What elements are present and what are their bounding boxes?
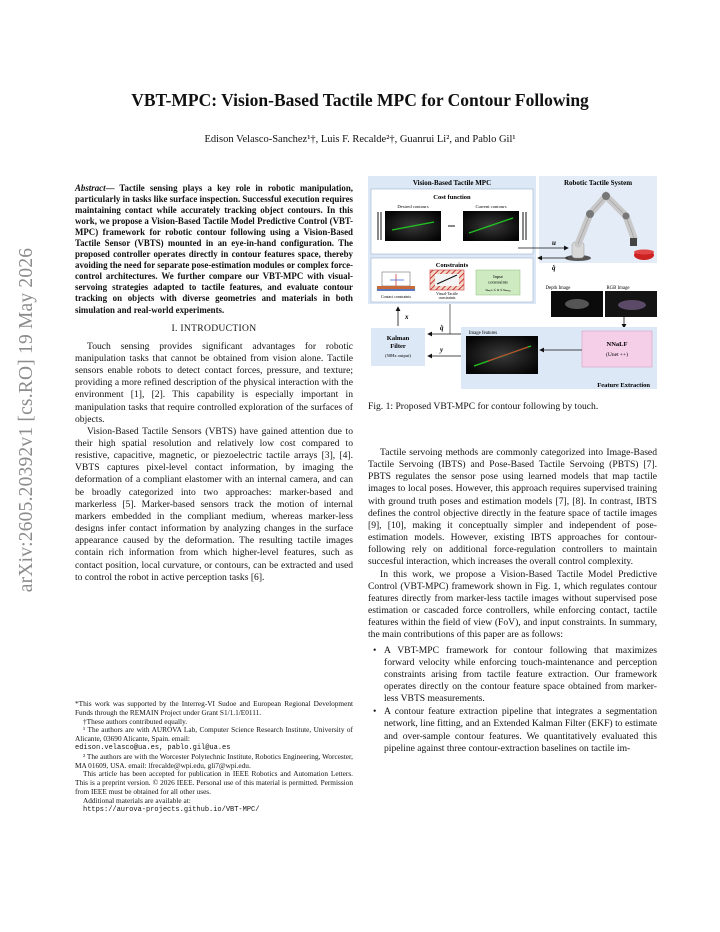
figure-1-caption: Fig. 1: Proposed VBT-MPC for contour following by touch. (368, 401, 599, 412)
visual-tactile-label-1: Visual-Tactile (436, 292, 458, 296)
section-heading-introduction: I. INTRODUCTION (171, 322, 257, 334)
footnote-affiliation-2: ² The authors are with the Worcester Polytechnic Institute, Robotics Engineering, Worcester, MA 01609, USA. email: lfrecalde@wpi.edu, gli7@wpi.edu. (75, 751, 353, 770)
footnotes (75, 700, 353, 814)
desired-contour-image (378, 211, 441, 241)
current-contours-label: Current contours (475, 204, 507, 209)
depth-image-label: Depth Image (545, 286, 571, 291)
kalman-label-3: (50Hz output) (385, 353, 411, 358)
arxiv-stamp-text: arXiv:2605.20392v1 [cs.RO] 19 May 2026 (16, 247, 37, 593)
paper-title: VBT-MPC: Vision-Based Tactile MPC for Contour Following (131, 90, 589, 110)
desired-contours-label: Desired contours (397, 204, 429, 209)
left-column (75, 183, 353, 584)
footnote-equal: †These authors contributed equally. (83, 716, 188, 726)
arxiv-stamp (14, 0, 40, 932)
y-label: y (440, 346, 444, 354)
kalman-label-1: Kalman (386, 335, 410, 342)
contact-constraints-label: Contact constraints (381, 295, 411, 299)
input-constraints-label-2: constraints (488, 279, 508, 285)
contribution-item: • A contour feature extraction pipeline that integrates a segmentation network, line fitting, and an Extended Kalman Filter (EKF) to estimate and over-sample contour features. We quantitatively evaluated this pipeline against three contour-extraction baselines on tactile im- (368, 706, 657, 755)
nnalf-box (582, 331, 652, 367)
feature-extraction-label: Feature Extraction (597, 382, 650, 389)
robot-panel-title: Robotic Tactile System (563, 179, 633, 187)
current-contour-image (463, 211, 526, 241)
image-features-image (466, 336, 538, 374)
right-paragraph-1: Tactile servoing methods are commonly categorized into Image-Based Tactile Servoing (IBTS) and Pose-Based Tactile Servoing (PBTS) [7]. PBTS regulates the sensor pose using learned models that map tactile images to local poses. However, this approach requires supervised training with ground truth poses and estimation models [7], [8]. In contrast, IBTS defines the control objective directly in the feature space of tactile images [9], [10], making it conceptually simpler and independent of pose-estimation models. However, existing IBTS approaches for contour-following rely on additional force-regulation controllers to maintain succesful interaction, which increases the overall control complexity. (368, 447, 657, 568)
input-constraints-label-1: Input (493, 274, 503, 279)
depth-blob (565, 299, 589, 309)
footnote-materials: Additional materials are available at: (83, 795, 191, 805)
qdot-label-bottom: q̇ (440, 324, 444, 332)
rgb-image-label: RGB Image (606, 286, 630, 291)
nnalf-sublabel: (Unet ++) (606, 352, 628, 358)
footnote-emails-1: edison.velasco@ua.es, pablo.gil@ua.es (75, 743, 231, 752)
x-label: x (405, 313, 409, 321)
intro-paragraph-1: Touch sensing provides significant advantages for robotic manipulation tasks that cannot be obtained from vision alone. Tactile sensors enable robots to detect contact forces, pressure, and texture; providing a more refined description of the physical interaction with the environment [1], [2]. This capability is especially important in manipulation tasks that require controlled exploration of the surfaces of objects. (75, 340, 353, 425)
footnote-copyright: This article has been accepted for publication in IEEE Robotics and Automation Letters. This is a preprint version. © 2026 IEEE. Personal use of this material is permitted. Permission from IEEE must be obtained for all other uses. (75, 769, 353, 796)
footnote-funding: *This work was supported by the Interreg-VI Sudoe and European Regional Development Funds through the REMAIN Project under Grant S1/1.1/E0111. (75, 699, 353, 717)
intro-paragraph-2: Vision-Based Tactile Sensors (VBTS) have gained attention due to their high spatial resolution and relatively low cost compared to resistive, capacitive, magnetic, or piezoelectric tactile arrays [3], [4]. VBTS captures pixel-level contact information, by imaging the deformation of a compliant elastomer with an internal camera, and can be broadly categorized into two approaches: marker-based and markerless [5]. Marker-based sensors track the motion of internal markers embedded in the compliant medium, whereas marker-less designs infer contact information by analyzing changes in the surface appearance caused by the deformation. The resulting tactile images contain rich information from which higher-level features, such as contact position, local curvature, or contours, can be extracted and used to control the robot in active perception tasks [6]. (75, 425, 353, 583)
u-label: u (552, 239, 556, 247)
contribution-item: • A VBT-MPC framework for contour following that maximizes forward velocity while enforcing touch-maintenance and perception constraints arising from tactile feature extraction. Our framework operates directly on the contour feature space obtained from marker-less VBTS measurements. (368, 645, 657, 706)
paper-authors: Edison Velasco-Sanchez¹†, Luis F. Recalde²†, Guanrui Li², and Pablo Gil¹ (204, 134, 516, 145)
input-constraint-formula: uₘᵢₙ ≤ u ≤ uₘₐₓ (485, 287, 511, 292)
project-link[interactable]: https://aurova-projects.github.io/VBT-MPC/ (83, 805, 260, 814)
figure-1-diagram (368, 176, 657, 391)
abstract-label: Abstract (75, 183, 106, 193)
right-paragraph-2: In this work, we propose a Vision-Based Tactile Model Predictive Control (VBT-MPC) framework shown in Fig. 1, which regulates contour features directly from marker-less tactile images without supervised pose estimation or cascaded force controllers, while enforcing contact, tactile features within the field of view (FoV), and input constraints. In summary, the main contributions of this paper are as follows: (368, 568, 657, 641)
abstract (75, 183, 353, 316)
qdot-label-top: q̇ (552, 264, 556, 272)
rgb-blob (618, 300, 646, 310)
right-column (368, 447, 657, 756)
cost-function-label: Cost function (433, 194, 471, 201)
image-features-label: Image features (468, 331, 498, 336)
footnote-affiliation-1: ¹ The authors are with AUROVA Lab, Computer Science Research Institute, University of Alicante, 03690 Alicante, Spain. email: (75, 725, 353, 744)
contributions-list (368, 645, 657, 755)
constraints-label: Constraints (435, 262, 469, 269)
kalman-label-2: Filter (390, 343, 406, 350)
mpc-panel-title: Vision-Based Tactile MPC (412, 179, 492, 187)
abstract-text: — Tactile sensing plays a key role in robotic manipulation, particularly in tasks like surface inspection. Successful execution requires maintaining contact while accurately tracking object contours. In this work, we propose a Vision-Based Tactile Model Predictive Control (VBT-MPC) framework for robotic contour following using a Vision-Based Tactile Sensor (VBTS) mounted in an eye-in-hand configuration. The proposed controller operates directly in contour features space, thereby avoiding the need for separate pose-estimation modules or complex force-control architectures. We further compare our VBT-MPC with visual-servoing strategies adapted to tactile features, and evaluate contour tracking on objects with diverse geometries and materials in both simulation and real-world experiments. (75, 183, 353, 315)
nnalf-label: NNaLF (606, 341, 628, 348)
visual-tactile-label-2: constraints (438, 296, 456, 300)
visual-tactile-constraint-icon (430, 270, 464, 290)
